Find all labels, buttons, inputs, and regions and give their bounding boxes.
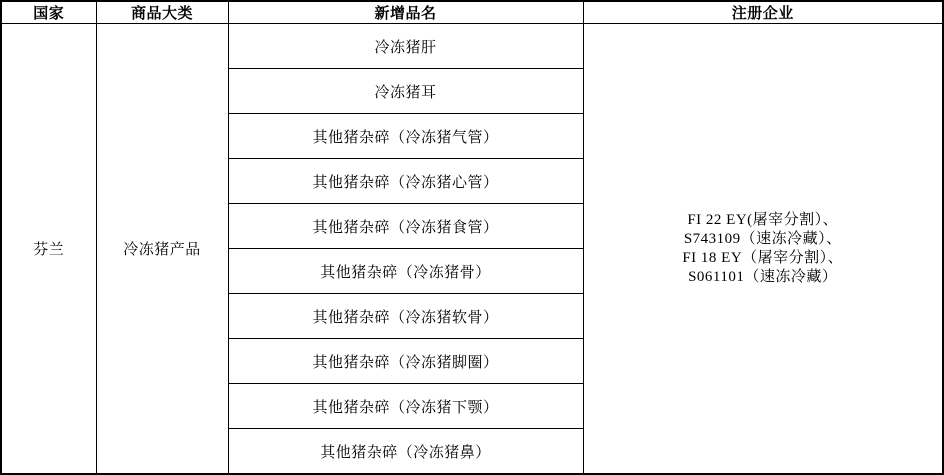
product-cell: 其他猪杂碎（冷冻猪心管） [228, 159, 583, 204]
enterprise-line: FI 22 EY(屠宰分割）、 [687, 211, 839, 228]
enterprise-line: S061101（速冻冷藏） [688, 268, 838, 285]
product-cell: 其他猪杂碎（冷冻猪骨） [228, 249, 583, 294]
header-registered-enterprise: 注册企业 [583, 1, 943, 24]
enterprise-line: FI 18 EY（屠宰分割）、 [682, 249, 844, 266]
table-row [1, 24, 943, 69]
enterprise-line: S743109（速冻冷藏）、 [683, 230, 842, 247]
enterprises-cell [583, 24, 943, 475]
category-cell: 冷冻猪产品 [96, 24, 228, 475]
product-cell: 其他猪杂碎（冷冻猪下颚） [228, 384, 583, 429]
product-cell: 冷冻猪耳 [228, 69, 583, 114]
header-country: 国家 [1, 1, 96, 24]
header-row [1, 1, 943, 24]
product-cell: 其他猪杂碎（冷冻猪鼻） [228, 429, 583, 474]
header-product-name: 新增品名 [228, 1, 583, 24]
product-cell: 冷冻猪肝 [228, 24, 583, 69]
product-cell: 其他猪杂碎（冷冻猪食管） [228, 204, 583, 249]
product-cell: 其他猪杂碎（冷冻猪气管） [228, 114, 583, 159]
product-cell: 其他猪杂碎（冷冻猪脚圈） [228, 339, 583, 384]
header-category: 商品大类 [96, 1, 228, 24]
country-cell: 芬兰 [1, 24, 96, 475]
product-cell: 其他猪杂碎（冷冻猪软骨） [228, 294, 583, 339]
